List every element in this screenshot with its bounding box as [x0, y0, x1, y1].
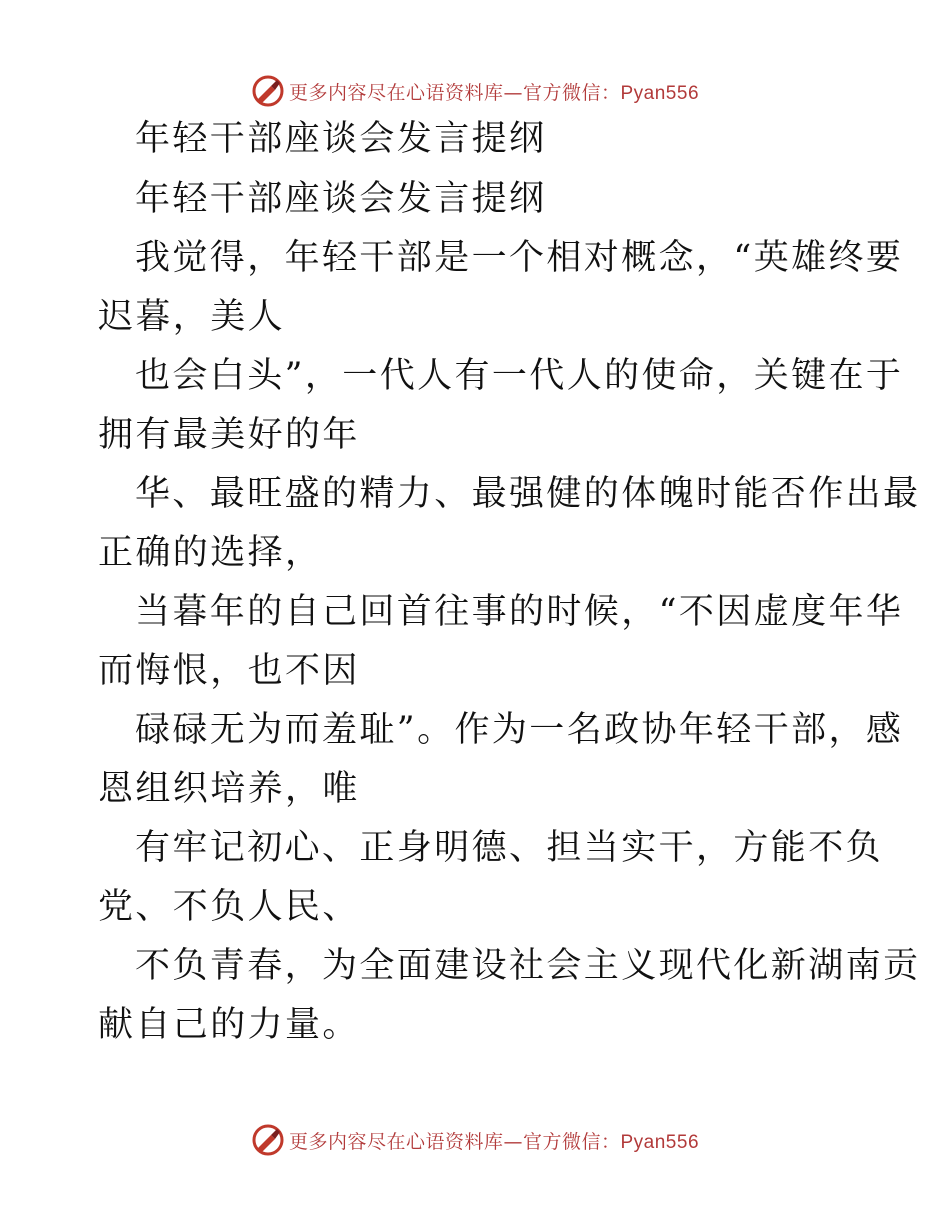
watermark-contact-label: 官方微信：: [522, 1130, 621, 1153]
paragraph-line: 迟暮，美人: [98, 297, 286, 337]
paragraph-line: 我觉得，年轻干部是一个相对概念，“英雄终要: [135, 238, 904, 278]
paragraph-line: 正确的选择，: [98, 533, 323, 573]
paragraph-line: 而悔恨，也不因: [98, 651, 360, 691]
paragraph-line: 拥有最美好的年: [98, 415, 360, 455]
paragraph-line: 党、不负人民、: [98, 887, 360, 927]
paragraph-line: 当暮年的自己回首往事的时候，“不因虚度年华: [135, 592, 904, 632]
watermark-text: [289, 78, 699, 105]
watermark-brand: 更多内容尽在心语资料库: [288, 1130, 504, 1153]
paragraph-line: 恩组织培养，唯: [98, 769, 360, 809]
watermark-separator: —: [503, 81, 523, 104]
paragraph-line: 不负青春，为全面建设社会主义现代化新湖南贡: [135, 946, 921, 986]
header-watermark: [0, 71, 950, 111]
pen-logo-icon: [251, 1123, 285, 1157]
document-subtitle: 年轻干部座谈会发言提纲: [135, 179, 547, 219]
document-title: 年轻干部座谈会发言提纲: [135, 119, 547, 159]
watermark-brand: 更多内容尽在心语资料库: [288, 81, 504, 104]
footer-watermark: [0, 1120, 950, 1160]
watermark-contact-label: 官方微信：: [522, 81, 621, 104]
watermark-contact-id: Pyan556: [620, 82, 700, 104]
paragraph-line: 也会白头”，一代人有一代人的使命，关键在于: [135, 356, 904, 396]
watermark-contact-id: Pyan556: [620, 1131, 700, 1153]
watermark-separator: —: [503, 1130, 523, 1153]
paragraph-line: 有牢记初心、正身明德、担当实干，方能不负: [135, 828, 884, 868]
paragraph-line: 华、最旺盛的精力、最强健的体魄时能否作出最: [135, 474, 921, 514]
paragraph-line: 献自己的力量。: [98, 1005, 360, 1045]
paragraph-line: 碌碌无为而羞耻”。作为一名政协年轻干部，感: [135, 710, 904, 750]
watermark-text: [289, 1127, 699, 1154]
pen-logo-icon: [251, 74, 285, 108]
